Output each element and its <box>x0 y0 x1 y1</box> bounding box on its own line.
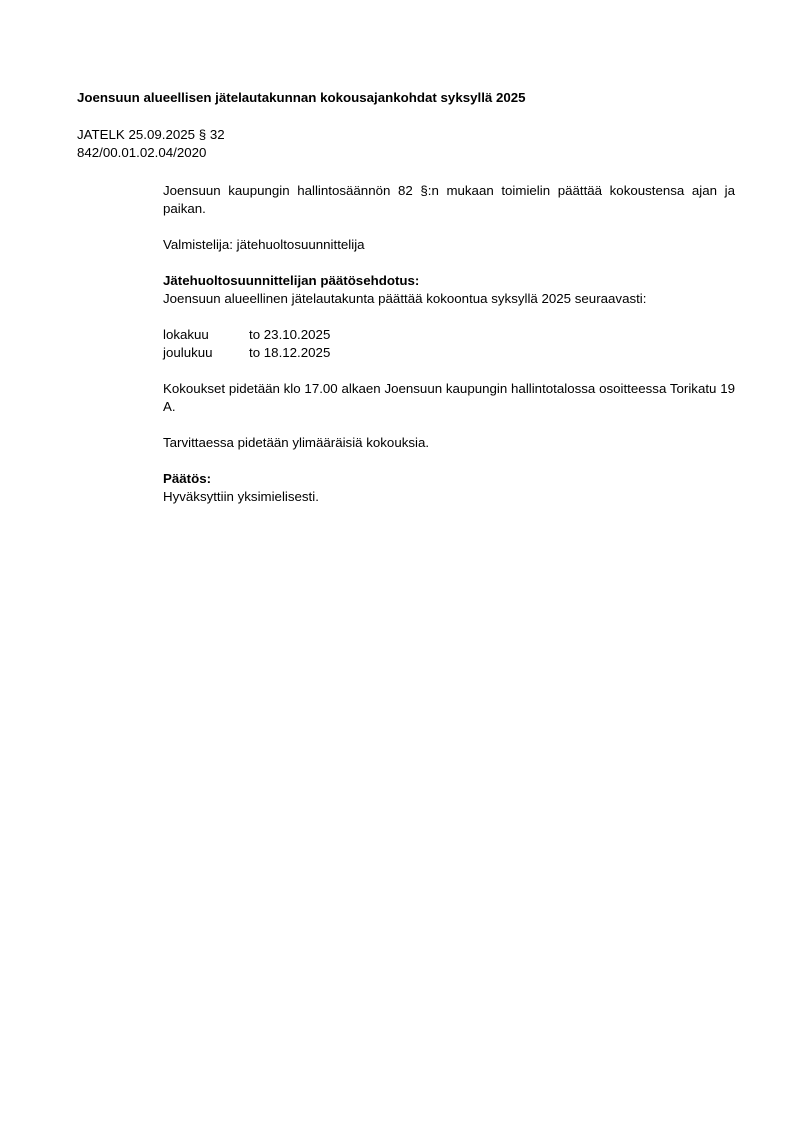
meeting-reference: JATELK 25.09.2025 § 32 <box>77 127 225 142</box>
decision-text: Hyväksyttiin yksimielisesti. <box>163 489 319 504</box>
intro-paragraph: Joensuun kaupungin hallintosäännön 82 §:n mukaan toimielin päättää kokoustensa ajan ja paikan. <box>163 183 735 216</box>
case-number: 842/00.01.02.04/2020 <box>77 145 207 160</box>
date-row <box>163 344 735 362</box>
extra-meetings-paragraph: Tarvittaessa pidetään ylimääräisiä kokouksia. <box>163 435 430 450</box>
date-row <box>163 326 735 344</box>
preparer-line: Valmistelija: jätehuoltosuunnittelija <box>163 237 365 252</box>
date-value: to 18.12.2025 <box>249 345 331 360</box>
proposal-heading: Jätehuoltosuunnittelijan päätösehdotus: <box>163 273 420 288</box>
proposal-text: Joensuun alueellinen jätelautakunta päättää kokoontua syksyllä 2025 seuraavasti: <box>163 291 647 306</box>
decision-heading: Päätös: <box>163 471 212 486</box>
date-value: to 23.10.2025 <box>249 327 331 342</box>
proposal-section <box>163 272 735 308</box>
date-month: joulukuu <box>163 345 213 360</box>
document-meta <box>77 126 225 162</box>
document-title: Joensuun alueellisen jätelautakunnan kokousajankohdat syksyllä 2025 <box>77 90 526 105</box>
meeting-dates <box>163 326 735 362</box>
document-body <box>163 182 735 524</box>
decision-section <box>163 470 735 506</box>
location-paragraph: Kokoukset pidetään klo 17.00 alkaen Joensuun kaupungin hallintotalossa osoitteessa Torikatu 19 A. <box>163 381 735 414</box>
date-month: lokakuu <box>163 327 209 342</box>
